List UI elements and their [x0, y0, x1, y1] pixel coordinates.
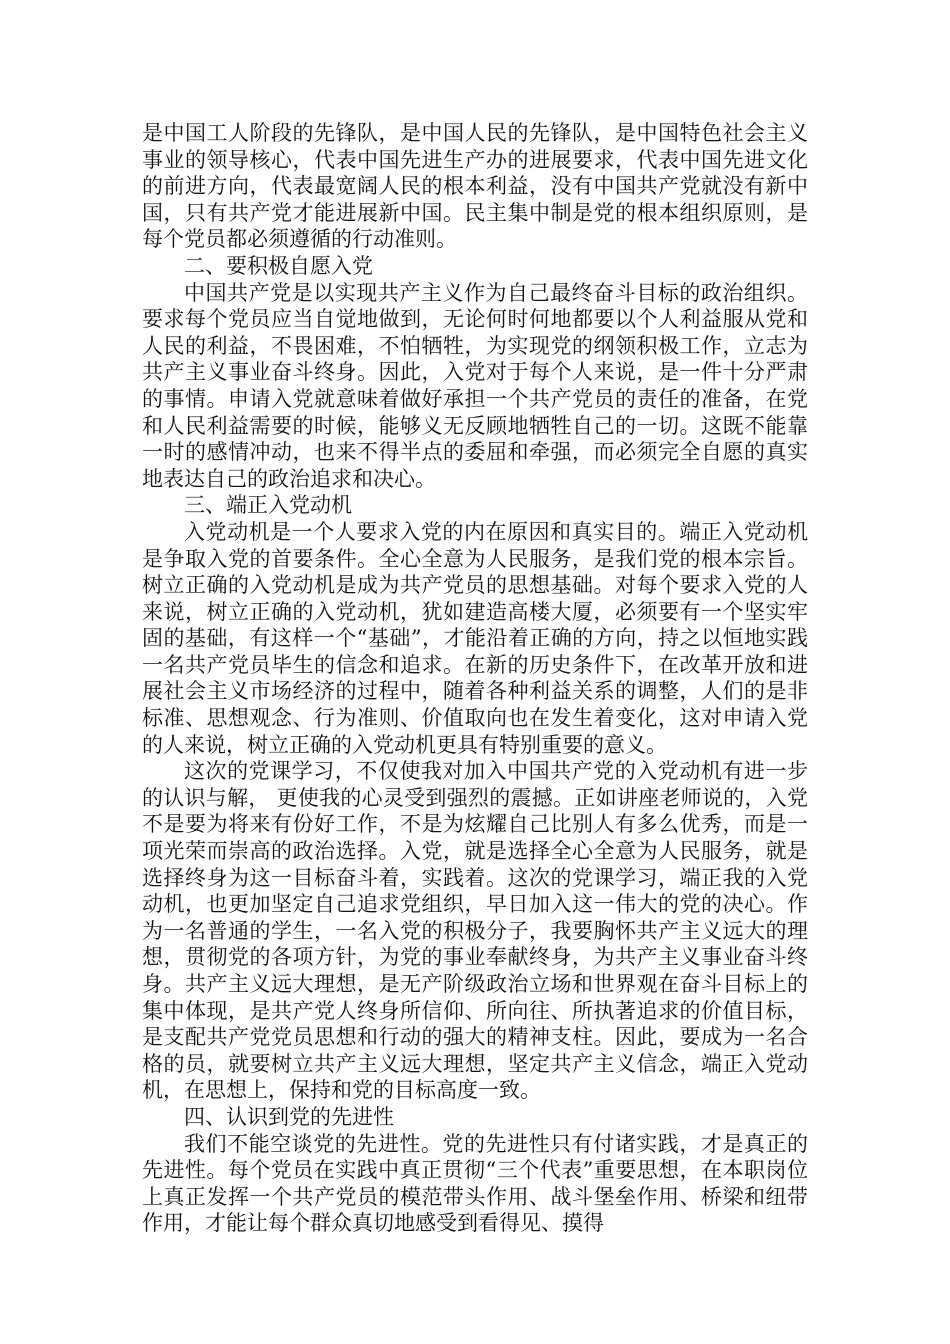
paragraph-voluntary-joining: 中国共产党是以实现共产主义作为自己最终奋斗目标的政治组织。要求每个党员应当自觉地做到，无论何时何地都要以个人利益服从党和人民的利益，不畏困难，不怕牺牲，为实现党的纲领积极工作，立志为共产主义事业奋斗终身。因此，入党对于每个人来说，是一件十分严肃的事情。申请入党就意味着做好承担一个共产党员的责任的准备，在党和人民利益需要的时候，能够义无反顾地牺牲自己的一切。这既不能靠一时的感情冲动，也来不得半点的委屈和牵强，而必须完全自愿的真实地表达自己的政治追求和决心。 [142, 280, 808, 491]
paragraph-party-lesson-reflection: 这次的党课学习，不仅使我对加入中国共产党的入党动机有进一步的认识与解， 更使我的心灵受到强烈的震撼。正如讲座老师说的，入党不是要为将来有份好工作，不是为炫耀自己比别人有多么优秀，而是一项光荣而崇高的政治选择。入党，就是选择全心全意为人民服务，就是选择终身为这一目标奋斗着，实践着。这次的党课学习，端正我的入党动机，也更加坚定自己追求党组织，早日加入这一伟大的党的决心。作为一名普通的学生，一名入党的积极分子，我要胸怀共产主义远大的理想，贯彻党的各项方针，为党的事业奉献终身，为共产主义事业奋斗终身。共产主义远大理想，是无产阶级政治立场和世界观在奋斗目标上的集中体现，是共产党人终身所信仰、所向往、所执著追求的价值目标，是支配共产党党员思想和行动的强大的精神支柱。因此，要成为一名合格的员，就要树立共产主义远大理想，坚定共产主义信念，端正入党动机，在思想上，保持和党的目标高度一致。 [142, 759, 808, 1103]
document-page [142, 120, 808, 1237]
heading-correct-motivation: 三、端正入党动机 [184, 493, 352, 518]
heading-party-advancement: 四、认识到党的先进性 [184, 1104, 394, 1129]
paragraph-party-nature: 是中国工人阶段的先锋队，是中国人民的先锋队，是中国特色社会主义事业的领导核心，代表中国先进生产办的进展要求，代表中国先进文化的前进方向，代表最宽阔人民的根本利益，没有中国共产党就没有新中国，只有共产党才能进展新中国。民主集中制是党的根本组织原则，是每个党员都必须遵循的行动准则。 [142, 121, 808, 252]
paragraph-correct-motivation: 入党动机是一个人要求入党的内在原因和真实目的。端正入党动机是争取入党的首要条件。全心全意为人民服务，是我们党的根本宗旨。树立正确的入党动机是成为共产党员的思想基础。对每个要求入党的人来说，树立正确的入党动机，犹如建造高楼大厦，必须要有一个坚实牢固的基础，有这样一个“基础”，才能沿着正确的方向，持之以恒地实践一名共产党员毕生的信念和追求。在新的历史条件下，在改革开放和进展社会主义市场经济的过程中，随着各种利益关系的调整，人们的是非标准、思想观念、行为准则、价值取向也在发生着变化，这对申请入党的人来说，树立正确的入党动机更具有特别重要的意义。 [142, 519, 808, 757]
paragraph-party-advancement: 我们不能空谈党的先进性。党的先进性只有付诸实践，才是真正的先进性。每个党员在实践中真正贯彻“三个代表”重要思想，在本职岗位上真正发挥一个共产党员的模范带头作用、战斗堡垒作用、桥梁和纽带作用，才能让每个群众真切地感受到看得见、摸得 [142, 1131, 808, 1236]
heading-voluntary-joining: 二、要积极自愿入党 [184, 253, 373, 278]
